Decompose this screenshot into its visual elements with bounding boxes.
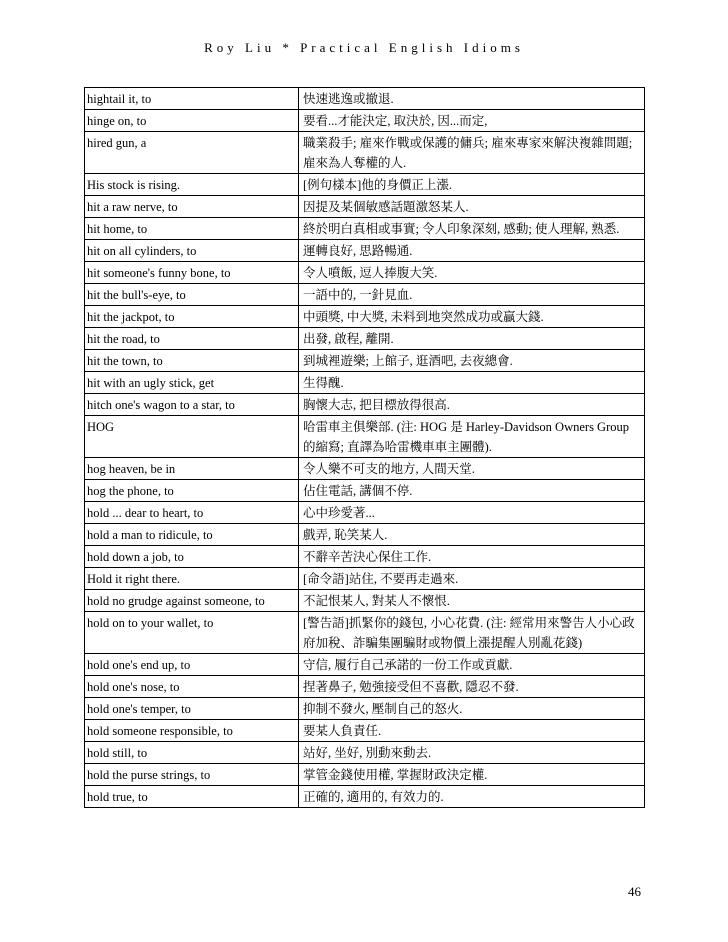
idiom-english: hit home, to [85, 218, 299, 240]
idiom-chinese: 抑制不發火, 壓制自己的怒火. [299, 698, 645, 720]
idiom-chinese: 一語中的, 一針見血. [299, 284, 645, 306]
table-row [85, 240, 645, 262]
idiom-chinese: 哈雷車主俱樂部. (注: HOG 是 Harley-Davidson Owners Group 的縮寫; 直譯為哈雷機車車主團體). [299, 416, 645, 458]
idiom-chinese: 生得醜. [299, 372, 645, 394]
table-row [85, 132, 645, 174]
idiom-chinese: [例句樣本]他的身價正上漲. [299, 174, 645, 196]
table-row [85, 786, 645, 808]
idiom-chinese: 胸懷大志, 把目標放得很高. [299, 394, 645, 416]
table-row [85, 416, 645, 458]
idiom-chinese: 戲弄, 恥笑某人. [299, 524, 645, 546]
table-row [85, 174, 645, 196]
table-row [85, 350, 645, 372]
table-row [85, 764, 645, 786]
idiom-english: hold still, to [85, 742, 299, 764]
idiom-english: hold someone responsible, to [85, 720, 299, 742]
idiom-english: hold no grudge against someone, to [85, 590, 299, 612]
idiom-chinese: 因提及某個敏感話題激怒某人. [299, 196, 645, 218]
idiom-chinese: 中頭獎, 中大獎, 未料到地突然成功或贏大錢. [299, 306, 645, 328]
table-row [85, 88, 645, 110]
idiom-chinese: 捏著鼻子, 勉強接受但不喜歡, 隱忍不發. [299, 676, 645, 698]
idiom-chinese: 不記恨某人, 對某人不懷恨. [299, 590, 645, 612]
table-row [85, 502, 645, 524]
idiom-chinese: 心中珍愛著... [299, 502, 645, 524]
idiom-english: hit a raw nerve, to [85, 196, 299, 218]
idiom-english: hit the town, to [85, 350, 299, 372]
idiom-english: hold the purse strings, to [85, 764, 299, 786]
table-row [85, 328, 645, 350]
idiom-english: hit on all cylinders, to [85, 240, 299, 262]
idiom-english: hinge on, to [85, 110, 299, 132]
idiom-english: hit someone's funny bone, to [85, 262, 299, 284]
table-row [85, 698, 645, 720]
idiom-english: hit the bull's-eye, to [85, 284, 299, 306]
idiom-english: hold ... dear to heart, to [85, 502, 299, 524]
idiom-english: hold on to your wallet, to [85, 612, 299, 654]
idiom-chinese: 不辭辛苦決心保住工作. [299, 546, 645, 568]
idiom-chinese: 出發, 啟程, 離開. [299, 328, 645, 350]
idiom-english: hold down a job, to [85, 546, 299, 568]
idiom-chinese: 運轉良好, 思路暢通. [299, 240, 645, 262]
table-row [85, 568, 645, 590]
idiom-english: hit with an ugly stick, get [85, 372, 299, 394]
idiom-chinese: 快速逃逸或撤退. [299, 88, 645, 110]
idiom-english: hog the phone, to [85, 480, 299, 502]
idiom-english: hit the jackpot, to [85, 306, 299, 328]
idiom-english: hold a man to ridicule, to [85, 524, 299, 546]
idiom-chinese: 令人樂不可支的地方, 人間天堂. [299, 458, 645, 480]
table-row [85, 394, 645, 416]
table-row [85, 284, 645, 306]
idiom-english: hitch one's wagon to a star, to [85, 394, 299, 416]
idiom-english: hold one's temper, to [85, 698, 299, 720]
idiom-chinese: 站好, 坐好, 別動來動去. [299, 742, 645, 764]
table-row [85, 654, 645, 676]
table-row [85, 218, 645, 240]
idiom-chinese: 掌管金錢使用權, 掌握財政決定權. [299, 764, 645, 786]
idiom-chinese: 要看...才能決定, 取決於, 因...而定, [299, 110, 645, 132]
idiom-chinese: 令人噴飯, 逗人捧腹大笑. [299, 262, 645, 284]
table-row [85, 524, 645, 546]
idiom-chinese: 終於明白真相或事實; 令人印象深刻, 感動; 使人理解, 熟悉. [299, 218, 645, 240]
table-row [85, 458, 645, 480]
idiom-english: hold true, to [85, 786, 299, 808]
table-row [85, 110, 645, 132]
table-row [85, 372, 645, 394]
idiom-english: hit the road, to [85, 328, 299, 350]
idiom-english: hightail it, to [85, 88, 299, 110]
idiom-chinese: [命令語]站住, 不要再走過來. [299, 568, 645, 590]
idiom-chinese: 要某人負責任. [299, 720, 645, 742]
idiom-chinese: [警告語]抓緊你的錢包, 小心花費. (注: 經常用來警告人小心政府加稅、詐騙集團騙財或物價上漲提醒人別亂花錢) [299, 612, 645, 654]
table-row [85, 306, 645, 328]
idiom-english: hold one's end up, to [85, 654, 299, 676]
table-row [85, 612, 645, 654]
table-row [85, 546, 645, 568]
idiom-english: His stock is rising. [85, 174, 299, 196]
idiom-chinese: 職業殺手; 雇來作戰或保護的傭兵; 雇來專家來解決複雜問題; 雇來為人奪權的人. [299, 132, 645, 174]
page-number: 46 [628, 884, 641, 899]
page-header: Roy Liu * Practical English Idioms [204, 40, 524, 55]
idiom-english: HOG [85, 416, 299, 458]
idiom-chinese: 守信, 履行自己承諾的一份工作或貢獻. [299, 654, 645, 676]
idiom-chinese: 正確的, 適用的, 有效力的. [299, 786, 645, 808]
table-row [85, 196, 645, 218]
idiom-english: hired gun, a [85, 132, 299, 174]
idiom-chinese: 到城裡遊樂; 上館子, 逛酒吧, 去夜總會. [299, 350, 645, 372]
idiom-table [84, 87, 638, 808]
table-row [85, 676, 645, 698]
idiom-chinese: 佔住電話, 講個不停. [299, 480, 645, 502]
table-row [85, 590, 645, 612]
table-row [85, 742, 645, 764]
table-row [85, 480, 645, 502]
idiom-english: hog heaven, be in [85, 458, 299, 480]
table-row [85, 262, 645, 284]
table-row [85, 720, 645, 742]
idiom-table-body [85, 88, 645, 808]
idiom-english: Hold it right there. [85, 568, 299, 590]
idiom-english: hold one's nose, to [85, 676, 299, 698]
